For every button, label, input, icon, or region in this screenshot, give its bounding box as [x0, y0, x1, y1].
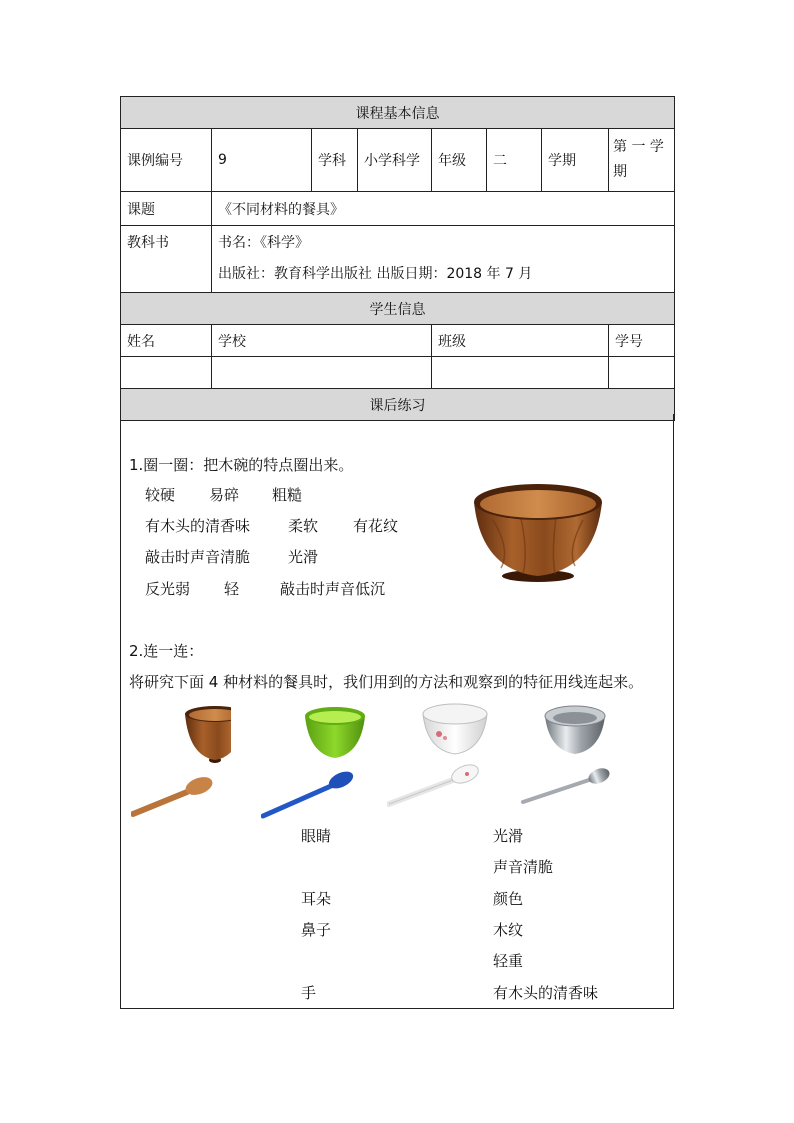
q2-right-item[interactable]: 颜色 — [493, 890, 524, 908]
q1-option[interactable]: 敲击时声音清脆 — [145, 548, 251, 566]
q2-left-item[interactable]: 眼睛 — [301, 827, 332, 845]
school-value-cell[interactable] — [212, 357, 432, 389]
q1-option[interactable]: 光滑 — [288, 548, 319, 566]
subject-value: 小学科学 — [358, 129, 432, 192]
id-label: 学号 — [609, 325, 675, 357]
q2-right-item[interactable]: 声音清脆 — [493, 858, 554, 876]
q2-left-item[interactable]: 鼻子 — [301, 921, 332, 939]
case-no-value: 9 — [212, 129, 312, 192]
textbook-label: 教科书 — [121, 226, 212, 293]
case-no-label: 课例编号 — [121, 129, 212, 192]
q2-right-item[interactable]: 有木头的清香味 — [493, 984, 599, 1002]
id-value-cell[interactable] — [609, 357, 675, 389]
student-info-header: 学生信息 — [121, 293, 675, 325]
q1-title: 1.圈一圈：把木碗的特点圈出来。 — [129, 456, 354, 474]
term-value: 第 一 学 期 — [609, 129, 675, 192]
wooden-bowl-image — [471, 480, 605, 584]
name-label: 姓名 — [121, 325, 212, 357]
exercise-header: 课后练习 — [121, 389, 675, 421]
wooden-bowl-spoon-image — [131, 704, 231, 820]
ceramic-bowl-spoon-image — [387, 700, 497, 810]
q1-option[interactable]: 敲击时声音低沉 — [280, 580, 386, 598]
q1-option[interactable]: 较硬 — [145, 486, 176, 504]
green-bowl-blue-spoon-image — [261, 704, 371, 820]
topic-value: 《不同材料的餐具》 — [212, 192, 675, 226]
q1-option[interactable]: 有木头的清香味 — [145, 517, 251, 535]
topic-row — [121, 192, 675, 226]
course-meta-row — [121, 129, 675, 192]
student-info-header-row — [121, 293, 675, 325]
q2-right-item[interactable]: 木纹 — [493, 921, 524, 939]
q2-instruction: 将研究下面 4 种材料的餐具时，我们用到的方法和观察到的特征用线连起来。 — [129, 673, 644, 691]
q1-option[interactable]: 粗糙 — [272, 486, 303, 504]
textbook-row — [121, 226, 675, 293]
student-label-row — [121, 325, 675, 357]
q1-option[interactable]: 轻 — [224, 580, 240, 598]
course-info-header: 课程基本信息 — [121, 97, 675, 129]
q1-option[interactable]: 有花纹 — [353, 517, 399, 535]
q2-title: 2.连一连： — [129, 642, 204, 660]
exercise-area — [120, 414, 674, 1009]
class-label: 班级 — [432, 325, 609, 357]
class-value-cell[interactable] — [432, 357, 609, 389]
term-label: 学期 — [542, 129, 609, 192]
worksheet — [120, 96, 674, 1009]
publisher-line: 出版社：教育科学出版社 出版日期：2018 年 7 月 — [218, 266, 533, 282]
book-name: 书名：《科学》 — [218, 235, 309, 251]
q2-left-item[interactable]: 耳朵 — [301, 890, 332, 908]
student-value-row — [121, 357, 675, 389]
textbook-details — [212, 226, 675, 293]
grade-label: 年级 — [432, 129, 487, 192]
q1-option[interactable]: 易碎 — [209, 486, 240, 504]
name-value-cell[interactable] — [121, 357, 212, 389]
topic-label: 课题 — [121, 192, 212, 226]
q1-option[interactable]: 反光弱 — [145, 580, 191, 598]
q2-right-item[interactable]: 光滑 — [493, 827, 524, 845]
q1-option[interactable]: 柔软 — [288, 517, 319, 535]
steel-bowl-spoon-image — [519, 700, 619, 810]
q2-right-item[interactable]: 轻重 — [493, 952, 524, 970]
course-info-header-row — [121, 97, 675, 129]
q2-left-item[interactable]: 手 — [301, 984, 317, 1002]
course-info-table — [120, 96, 675, 421]
school-label: 学校 — [212, 325, 432, 357]
subject-label: 学科 — [312, 129, 358, 192]
grade-value: 二 — [487, 129, 542, 192]
